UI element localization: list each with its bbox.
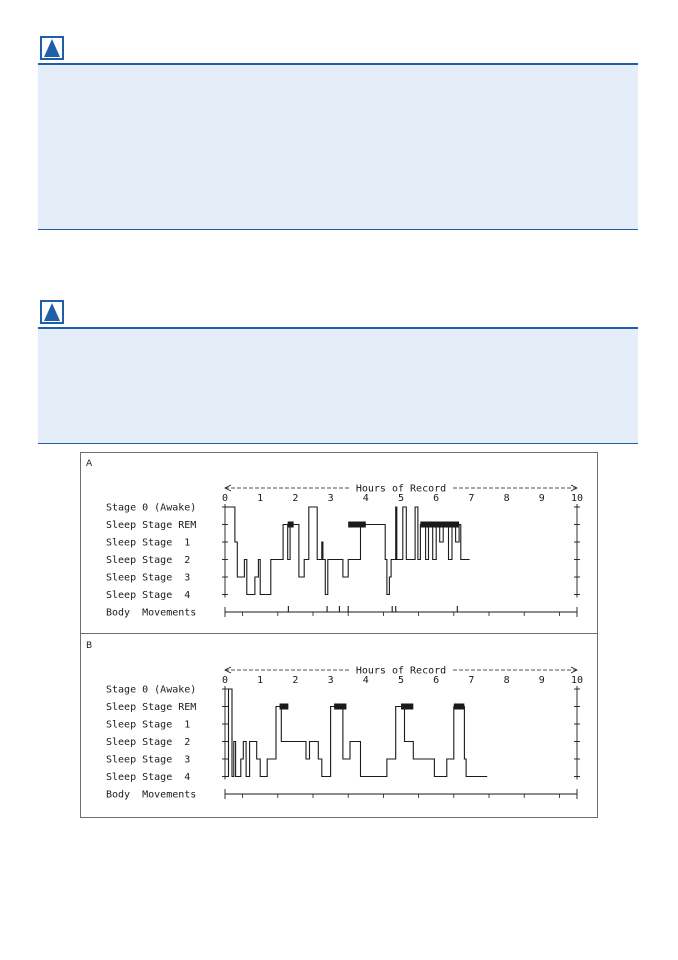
x-tick-label: 2 xyxy=(292,493,299,504)
hypnogram-figure xyxy=(80,452,598,818)
hypnogram-panel-b xyxy=(81,635,597,815)
x-axis-title: Hours of Record xyxy=(355,665,447,677)
stage-row-label: Sleep Stage 4 xyxy=(106,772,191,783)
stage-row-label: Sleep Stage 1 xyxy=(106,537,191,549)
panel-label: A xyxy=(86,459,93,469)
stage-row-label: Stage 0 (Awake) xyxy=(106,684,197,696)
x-tick-label: 9 xyxy=(538,493,545,504)
stage-row-label: Sleep Stage REM xyxy=(106,702,197,713)
stage-row-label: Sleep Stage 3 xyxy=(106,754,191,766)
x-tick-label: 10 xyxy=(570,493,584,504)
stage-row-label: Sleep Stage 3 xyxy=(106,572,191,584)
x-tick-label: 2 xyxy=(292,675,299,686)
x-tick-label: 7 xyxy=(468,493,475,504)
x-tick-label: 10 xyxy=(570,675,584,686)
hypnogram-trace xyxy=(225,689,487,777)
note-panel xyxy=(38,65,638,229)
hypnogram-panel-a xyxy=(81,453,597,633)
triangle-logo-icon xyxy=(40,36,64,60)
stage-row-label: Sleep Stage 4 xyxy=(106,590,191,601)
stage-row-label: Body Movements xyxy=(106,607,197,619)
x-tick-label: 3 xyxy=(327,675,334,686)
panel-divider xyxy=(81,633,597,634)
x-tick-label: 0 xyxy=(221,675,229,686)
stage-row-label: Stage 0 (Awake) xyxy=(106,502,197,514)
x-tick-label: 4 xyxy=(362,493,369,504)
stage-row-label: Body Movements xyxy=(106,789,197,801)
x-tick-label: 8 xyxy=(503,493,510,504)
x-tick-label: 6 xyxy=(433,493,440,504)
x-tick-label: 4 xyxy=(362,675,369,686)
stage-row-label: Sleep Stage 2 xyxy=(106,737,191,748)
panel-label: B xyxy=(86,641,93,651)
box-bottom-rule xyxy=(38,229,638,230)
x-tick-label: 1 xyxy=(257,675,264,686)
x-tick-label: 1 xyxy=(257,493,264,504)
x-tick-label: 3 xyxy=(327,493,334,504)
hypnogram-trace xyxy=(225,507,470,595)
stage-row-label: Sleep Stage REM xyxy=(106,520,197,531)
x-tick-label: 9 xyxy=(538,675,545,686)
stage-row-label: Sleep Stage 2 xyxy=(106,555,191,566)
x-tick-label: 0 xyxy=(221,493,229,504)
x-tick-label: 8 xyxy=(503,675,510,686)
note-panel xyxy=(38,329,638,443)
triangle-logo-icon xyxy=(40,300,64,324)
x-tick-label: 6 xyxy=(433,675,440,686)
box-bottom-rule xyxy=(38,443,638,444)
x-tick-label: 5 xyxy=(397,675,405,686)
stage-row-label: Sleep Stage 1 xyxy=(106,719,191,731)
x-axis-title: Hours of Record xyxy=(355,483,447,495)
x-tick-label: 7 xyxy=(468,675,475,686)
x-tick-label: 5 xyxy=(397,493,405,504)
